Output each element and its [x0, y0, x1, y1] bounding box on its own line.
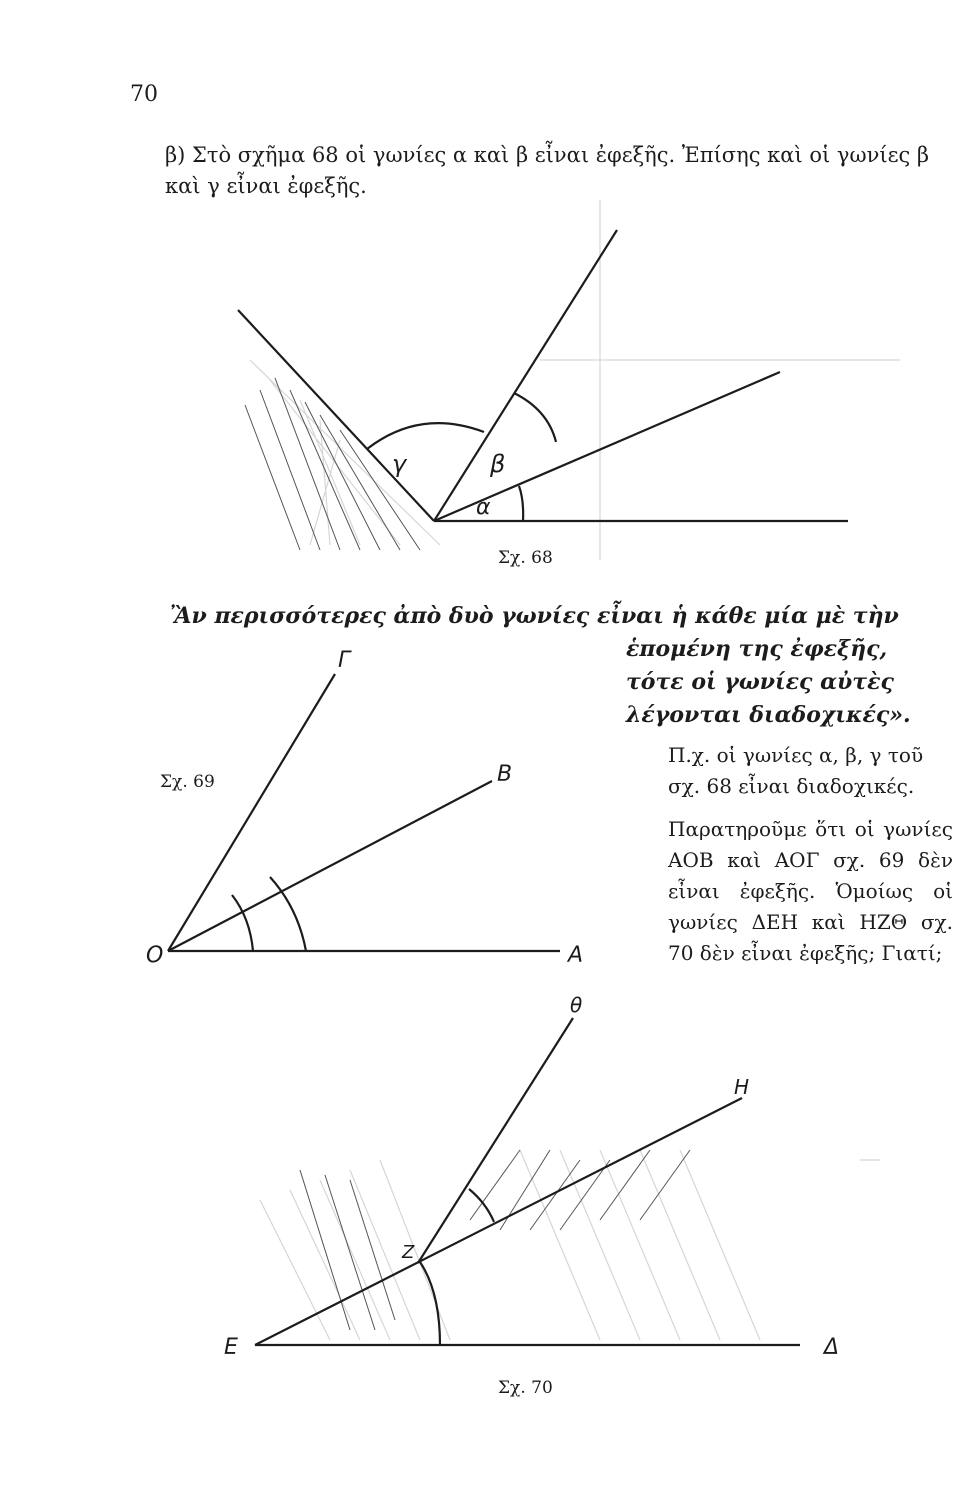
fig69-label-gamma: Γ [338, 648, 351, 673]
ray-OB [168, 781, 492, 951]
fig68-label-beta: β [490, 450, 506, 478]
arc-DEH [420, 1262, 440, 1345]
ray-OG [168, 674, 335, 951]
arc-beta [514, 393, 556, 442]
fig68-label-gamma: γ [392, 450, 407, 478]
example-paragraph: Π.χ. οἱ γωνίες α, β, γ τοῦ σχ. 68 εἶναι διαδοχικές. [668, 743, 924, 798]
figure-68 [238, 230, 848, 550]
fig68-caption: Σχ. 68 [498, 548, 553, 568]
fig69-label-o: Ο [146, 943, 164, 968]
ray-upper [434, 230, 617, 521]
page-number: 70 [130, 82, 158, 107]
fig70-caption: Σχ. 70 [498, 1378, 553, 1398]
definition-continuation: ἑπομένη της ἐφεξῆς, τότε οἱ γωνίες αὐτὲς λέγονται διαδοχικές». [626, 636, 911, 728]
arc-AOB [232, 895, 253, 951]
figure-69 [168, 674, 560, 951]
arc-HZT [469, 1189, 494, 1222]
fig69-caption: Σχ. 69 [160, 772, 215, 792]
figure-70 [255, 1018, 800, 1345]
fig70-label-eta: Η [734, 1075, 750, 1099]
fig69-label-a: Α [568, 943, 584, 968]
ray-ZT [418, 1018, 573, 1263]
fig68-label-alpha: α [476, 495, 491, 520]
fig70-label-epsilon: Ε [224, 1335, 238, 1360]
fig69-label-beta: Β [497, 762, 513, 787]
observation-paragraph: Παρατηροῦμε ὅτι οἱ γωνίες ΑΟΒ καὶ ΑΟΓ σχ. 69 δὲν εἶναι ἐφεξῆς. Ὁμοίως οἱ γωνίες ΔΕΗ καὶ ΗΖΘ σχ. 70 δὲν εἶναι ἐφεξῆς; Γιατί; [668, 817, 953, 965]
fig70-label-theta: θ [570, 993, 583, 1017]
ray-left [238, 310, 434, 521]
intro-paragraph: β) Στὸ σχῆμα 68 οἱ γωνίες α καὶ β εἶναι ἐφεξῆς. Ἐπίσης καὶ οἱ γωνίες β καὶ γ εἶναι ἐφεξῆς. [165, 143, 930, 198]
definition-line-1: Ἂν περισσότερες ἀπὸ δυὸ γωνίες εἶναι ἡ κάθε μία μὲ τὴν [170, 603, 899, 629]
arc-alpha [519, 486, 523, 521]
fig70-label-delta: Δ [824, 1335, 840, 1360]
arc-gamma [367, 423, 484, 449]
fig70-label-zeta: Ζ [402, 1242, 415, 1263]
